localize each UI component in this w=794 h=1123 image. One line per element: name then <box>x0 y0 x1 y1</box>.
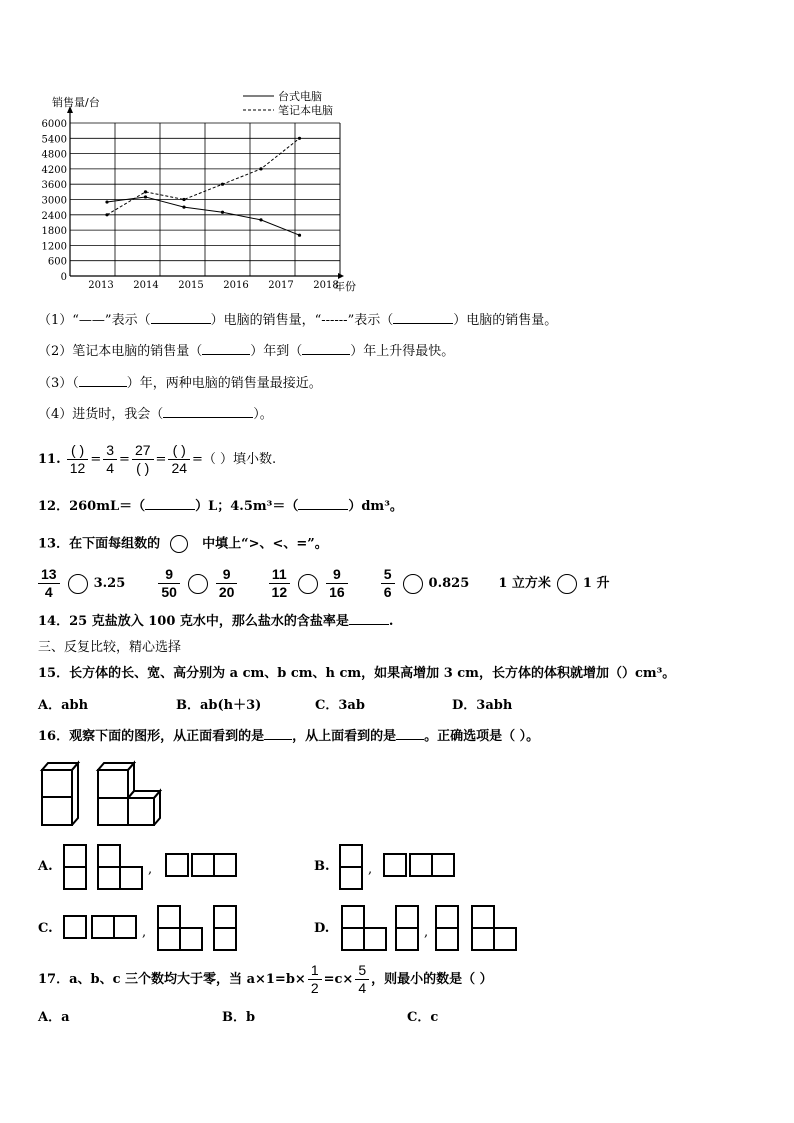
x-axis-arrow <box>338 273 344 279</box>
y-tick-label: 600 <box>47 256 67 268</box>
q13-g3-frac-right <box>326 566 348 601</box>
chart-xlabel: 年份 <box>334 280 356 293</box>
q17-fraction-2 <box>355 962 369 997</box>
series-2-point <box>182 198 185 201</box>
legend-solid-label: 台式电脑 <box>278 90 322 103</box>
q16-option-d-label[interactable]: D. <box>314 921 330 936</box>
q16-a-comma: , <box>148 862 153 877</box>
q15-option-c[interactable]: C．3ab <box>315 698 365 713</box>
series-1-point <box>221 211 224 214</box>
q13-g2-den: 50 <box>161 584 177 600</box>
q10-part3-text-a: （3）（ <box>38 376 79 391</box>
q13-circle-4[interactable] <box>403 574 423 594</box>
q17-f1-num: 1 <box>308 962 322 980</box>
q12-blank-1[interactable] <box>145 509 195 510</box>
q10-blank-5[interactable] <box>79 386 127 387</box>
q13-g3r-den: 16 <box>329 584 345 600</box>
q11 <box>38 442 276 477</box>
y-tick-label: 5400 <box>41 134 67 146</box>
q11-tail: （ ）填小数. <box>202 452 277 467</box>
y-tick-label: 6000 <box>41 119 67 130</box>
q13-circle-5[interactable] <box>557 574 577 594</box>
q11-eq-2: = <box>119 452 130 467</box>
q16-stem <box>38 728 539 746</box>
q11-f3-den[interactable]: ( ) <box>136 460 150 476</box>
sales-line-chart <box>30 80 370 295</box>
y-tick-label: 3000 <box>41 195 67 207</box>
q13-g3r-num: 9 <box>326 566 348 584</box>
q13-g1-right: 3.25 <box>93 576 126 591</box>
q10-part2 <box>38 343 454 361</box>
q15-option-d[interactable]: D．3abh <box>452 698 513 713</box>
q12-text-c: ）dm³。 <box>348 499 403 514</box>
q11-number: 11. <box>38 452 61 467</box>
q11-eq-4: = <box>192 452 203 467</box>
q13-g1-den: 4 <box>44 584 53 600</box>
q10-part1 <box>38 312 557 330</box>
series-2-point <box>259 167 262 170</box>
q13-g2-frac-right <box>216 566 238 601</box>
y-tick-label: 2400 <box>41 210 67 222</box>
q15-option-b[interactable]: B．ab(h＋3) <box>176 698 262 713</box>
q13-g1-num: 13 <box>38 566 60 584</box>
series-1-point <box>259 218 262 221</box>
q17-option-b[interactable]: B．b <box>222 1010 256 1025</box>
q11-f2-num: 3 <box>103 442 117 460</box>
q16-cube-figures <box>38 758 168 830</box>
series-2-point <box>298 137 301 140</box>
q13-g2r-num: 9 <box>216 566 238 584</box>
q13-circle-1[interactable] <box>68 574 88 594</box>
q16-text-b: ，从上面看到的是 <box>292 729 397 744</box>
q10-part1-text-c: ）电脑的销售量。 <box>453 313 558 328</box>
q16-c-comma: , <box>142 925 147 940</box>
q10-part4-text-b: ）。 <box>253 407 273 422</box>
x-tick-label: 2014 <box>133 280 159 291</box>
series-1-point <box>144 195 147 198</box>
q16-b-comma: , <box>368 862 373 877</box>
q10-blank-1[interactable] <box>151 323 211 324</box>
q13-g4-num: 5 <box>381 566 395 584</box>
q16-option-b-label[interactable]: B. <box>314 859 330 874</box>
q13-g5-left: 1 立方米 <box>498 576 551 591</box>
q13-g4-frac <box>381 566 395 601</box>
y-tick-label: 1800 <box>41 226 67 238</box>
q12-text-a: 12．260mL＝（ <box>38 499 146 514</box>
q13-circle-2[interactable] <box>188 574 208 594</box>
q16-option-c-views <box>62 904 242 954</box>
q13-g2r-den: 20 <box>218 584 235 600</box>
q17-option-a[interactable]: A．a <box>38 1010 70 1025</box>
q16-option-c-label[interactable]: C. <box>38 921 53 936</box>
q11-fraction-4 <box>168 442 190 477</box>
q11-f1-num[interactable]: ( ) <box>67 442 89 460</box>
section-3-heading: 三、反复比较，精心选择 <box>38 640 182 655</box>
q15-option-a[interactable]: A．abh <box>38 698 89 713</box>
x-tick-label: 2013 <box>88 280 114 291</box>
q16-option-d-views <box>340 904 525 954</box>
series-line-2 <box>107 138 300 215</box>
q10-blank-2[interactable] <box>393 323 453 324</box>
q13-sample-circle <box>170 535 188 553</box>
q13-circle-3[interactable] <box>298 574 318 594</box>
y-tick-label: 4800 <box>41 149 67 161</box>
q13-groups <box>36 566 609 601</box>
q11-f4-num[interactable]: ( ) <box>168 442 190 460</box>
q13-g3-den: 12 <box>271 584 288 600</box>
q12-text-b: ）L；4.5m³＝（ <box>195 499 299 514</box>
q10-blank-6[interactable] <box>163 417 253 418</box>
q13-g3-num: 11 <box>269 566 291 584</box>
q13-g5-right: 1 升 <box>582 576 610 591</box>
q17-tail: ，则最小的数是（ ） <box>371 972 493 987</box>
series-2-point <box>144 190 147 193</box>
series-1-point <box>182 206 185 209</box>
q17-text-a: 17．a、b、c 三个数均大于零，当 a×1=b× <box>38 972 306 987</box>
x-tick-label: 2016 <box>223 280 249 291</box>
q11-f4-den: 24 <box>171 460 188 476</box>
q13-text-b: 中填上“>、<、=”。 <box>202 536 328 552</box>
q10-part4 <box>38 406 273 424</box>
q14-text: 14．25 克盐放入 100 克水中，那么盐水的含盐率是 <box>38 614 349 629</box>
q10-part2-text-a: （2）笔记本电脑的销售量（ <box>38 344 203 359</box>
q13-text-a: 13．在下面每组数的 <box>38 536 161 552</box>
q11-f3-num: 27 <box>132 442 154 460</box>
q11-fraction-3 <box>132 442 154 477</box>
q13-g4-den: 6 <box>383 584 392 600</box>
q11-fraction-1 <box>67 442 89 477</box>
q11-eq-1: = <box>90 452 102 467</box>
q16-text-c: 。正确选项是（ ）。 <box>424 729 540 744</box>
q10-blank-4[interactable] <box>302 354 350 355</box>
q16-option-a-views <box>62 843 242 893</box>
q16-option-a-label[interactable]: A. <box>38 859 53 874</box>
series-2-point <box>221 183 224 186</box>
q16-text-a: 16．观察下面的图形，从正面看到的是 <box>38 729 265 744</box>
q16-blank-1[interactable] <box>264 739 292 740</box>
q11-fraction-2 <box>103 442 117 477</box>
q17-text-mid: =c× <box>323 972 354 987</box>
q13 <box>38 535 328 554</box>
q17-f2-num: 5 <box>355 962 369 980</box>
q13-g2-num: 9 <box>158 566 180 584</box>
q13-g1-frac <box>38 566 60 601</box>
q10-part3-text-b: ）年，两种电脑的销售量最接近。 <box>126 376 322 391</box>
q14 <box>38 613 393 631</box>
q12-blank-2[interactable] <box>298 509 348 510</box>
q12 <box>38 498 403 516</box>
q17-f1-den: 2 <box>310 980 319 996</box>
q14-blank[interactable] <box>349 624 389 625</box>
chart-ylabel: 销售量/台 <box>52 96 100 109</box>
q11-eq-3: = <box>155 452 167 467</box>
q10-blank-3[interactable] <box>202 354 250 355</box>
q13-g3-frac-left <box>269 566 291 601</box>
q10-part4-text-a: （4）进货时，我会（ <box>38 407 164 422</box>
q13-g2-frac-left <box>158 566 180 601</box>
y-tick-label: 4200 <box>41 164 67 176</box>
q10-part1-text-b: ）电脑的销售量，“------”表示（ <box>210 313 394 328</box>
q17-stem <box>38 962 493 997</box>
series-1-point <box>105 200 108 203</box>
x-tick-label: 2017 <box>268 280 294 291</box>
legend-dashed-label: 笔记本电脑 <box>278 104 333 117</box>
q16-blank-2[interactable] <box>396 739 424 740</box>
q16-d-comma: , <box>424 925 429 940</box>
x-tick-label: 2018 <box>313 280 339 291</box>
series-1-point <box>298 234 301 237</box>
q14-end: . <box>388 614 394 629</box>
series-line-1 <box>107 197 300 235</box>
q10-part1-text-a: （1）“——”表示（ <box>38 313 151 328</box>
q10-part2-text-c: ）年上升得最快。 <box>350 344 455 359</box>
q11-f2-den: 4 <box>106 460 115 476</box>
q17-f2-den: 4 <box>358 980 367 996</box>
q11-f1-den: 12 <box>69 460 86 476</box>
q15-stem: 15．长方体的长、宽、高分别为 a cm、b cm、h cm，如果高增加 3 cm，长方体的体积就增加（）cm³。 <box>38 666 676 681</box>
y-tick-label: 3600 <box>41 180 67 192</box>
q17-option-c[interactable]: C．c <box>407 1010 439 1025</box>
q10-part2-text-b: ）年到（ <box>250 344 303 359</box>
x-tick-label: 2015 <box>178 280 204 291</box>
q16-option-b-views <box>338 843 468 893</box>
q13-g4-right: 0.825 <box>428 576 470 591</box>
y-tick-label: 0 <box>60 272 67 283</box>
q17-fraction-1 <box>308 962 322 997</box>
q10-part3 <box>38 375 322 393</box>
series-2-point <box>105 213 108 216</box>
y-tick-label: 1200 <box>41 241 67 253</box>
